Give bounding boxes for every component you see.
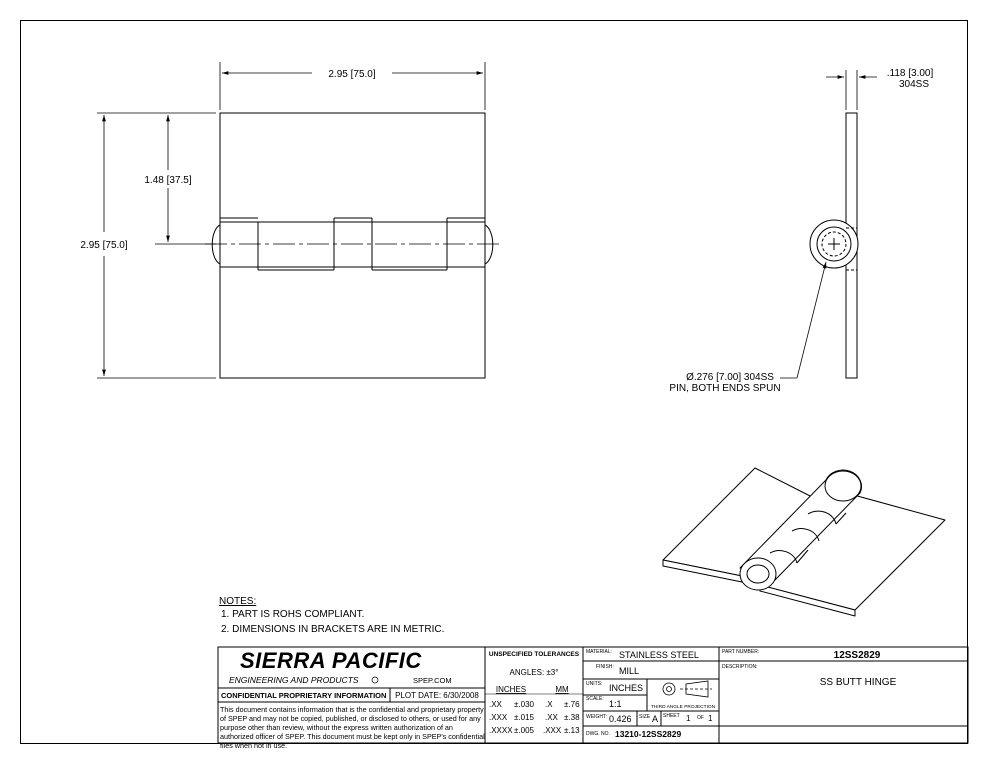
thickness-dim: .118 [3.00] bbox=[886, 68, 934, 79]
scale-label: SCALE: bbox=[586, 696, 604, 702]
plot-date: PLOT DATE: 6/30/2008 bbox=[395, 691, 479, 700]
note-item-2: 2. DIMENSIONS IN BRACKETS ARE IN METRIC. bbox=[221, 624, 445, 635]
description-value: SS BUTT HINGE bbox=[819, 677, 897, 688]
notes-title: NOTES: bbox=[219, 596, 257, 607]
confidential-title: CONFIDENTIAL PROPRIETARY INFORMATION bbox=[221, 691, 387, 700]
isometric-view bbox=[663, 468, 945, 616]
dwg-label: DWG. NO. bbox=[586, 731, 610, 737]
part-number: 12SS2829 bbox=[833, 650, 881, 661]
company-subtitle: ENGINEERING AND PRODUCTS bbox=[229, 675, 359, 685]
sheet-total: 1 bbox=[708, 714, 713, 723]
material-label: MATERIAL: bbox=[586, 649, 613, 655]
size-label: SIZE bbox=[639, 714, 651, 720]
finish-label: FINISH: bbox=[596, 664, 614, 670]
height-dim: 2.95 [75.0] bbox=[80, 240, 128, 251]
tol-in-fmt-0: .XX bbox=[489, 700, 502, 709]
tol-in-tol-2: ±.005 bbox=[514, 726, 534, 735]
website: SPEP.COM bbox=[413, 676, 452, 685]
projection-label: THIRD ANGLE PROJECTION bbox=[650, 705, 716, 710]
front-view bbox=[205, 113, 500, 378]
dwg-number: 13210-12SS2829 bbox=[615, 729, 682, 739]
weight-value: 0.426 bbox=[609, 714, 632, 724]
tol-mm-tol-1: ±.38 bbox=[564, 713, 580, 722]
side-view bbox=[780, 70, 877, 378]
registered-icon bbox=[372, 677, 378, 683]
sheet-label: SHEET bbox=[663, 713, 680, 719]
confidential-text: This document contains information that is the confidential and proprietary property of SPEP and may not be copied, published, or disclosed to others, or used for any purpose other than review, without the express written authorization of an authorized officer of SPEP. This document must be kept only in SPEP's confidential files when not in use. bbox=[220, 705, 485, 750]
material-value: STAINLESS STEEL bbox=[619, 650, 699, 660]
pin-note: PIN, BOTH ENDS SPUN bbox=[669, 383, 781, 394]
width-dim: 2.95 [75.0] bbox=[328, 69, 376, 80]
inches-header: INCHES bbox=[495, 685, 527, 694]
units-value: INCHES bbox=[609, 683, 644, 693]
tolerances-title: UNSPECIFIED TOLERANCES bbox=[488, 651, 580, 658]
company-logo-text: SIERRA PACIFIC bbox=[240, 648, 422, 673]
description-label: DESCRIPTION: bbox=[722, 664, 758, 670]
tol-mm-tol-2: ±.13 bbox=[564, 726, 580, 735]
tol-in-tol-0: ±.030 bbox=[514, 700, 534, 709]
tol-in-tol-1: ±.015 bbox=[514, 713, 534, 722]
projection-symbol-icon bbox=[663, 681, 712, 697]
units-label: UNITS: bbox=[586, 681, 603, 687]
sheet-value: 1 bbox=[686, 714, 691, 723]
finish-value: MILL bbox=[619, 666, 640, 676]
angles-tolerance: ANGLES: ±3° bbox=[509, 668, 559, 677]
sheet-border bbox=[21, 21, 968, 744]
mm-header: MM bbox=[555, 685, 569, 694]
thickness-material: 304SS bbox=[898, 79, 930, 90]
pin-dim: Ø.276 [7.00] 304SS bbox=[686, 372, 774, 383]
tol-mm-fmt-2: .XXX bbox=[543, 726, 562, 735]
size-value: A bbox=[652, 714, 659, 724]
scale-value: 1:1 bbox=[609, 699, 622, 709]
part-label: PART NUMBER: bbox=[722, 649, 760, 655]
tol-mm-fmt-0: .X bbox=[545, 700, 553, 709]
tol-mm-fmt-1: .XX bbox=[545, 713, 558, 722]
tol-mm-tol-0: ±.76 bbox=[564, 700, 580, 709]
note-item-1: 1. PART IS ROHS COMPLIANT. bbox=[221, 609, 365, 620]
front-dimensions bbox=[97, 62, 485, 378]
of-label: OF bbox=[697, 715, 704, 721]
half-height-dim: 1.48 [37.5] bbox=[144, 175, 192, 186]
tol-in-fmt-2: .XXXX bbox=[489, 726, 513, 735]
tol-in-fmt-1: .XXX bbox=[489, 713, 508, 722]
weight-label: WEIGHT: bbox=[586, 714, 607, 720]
